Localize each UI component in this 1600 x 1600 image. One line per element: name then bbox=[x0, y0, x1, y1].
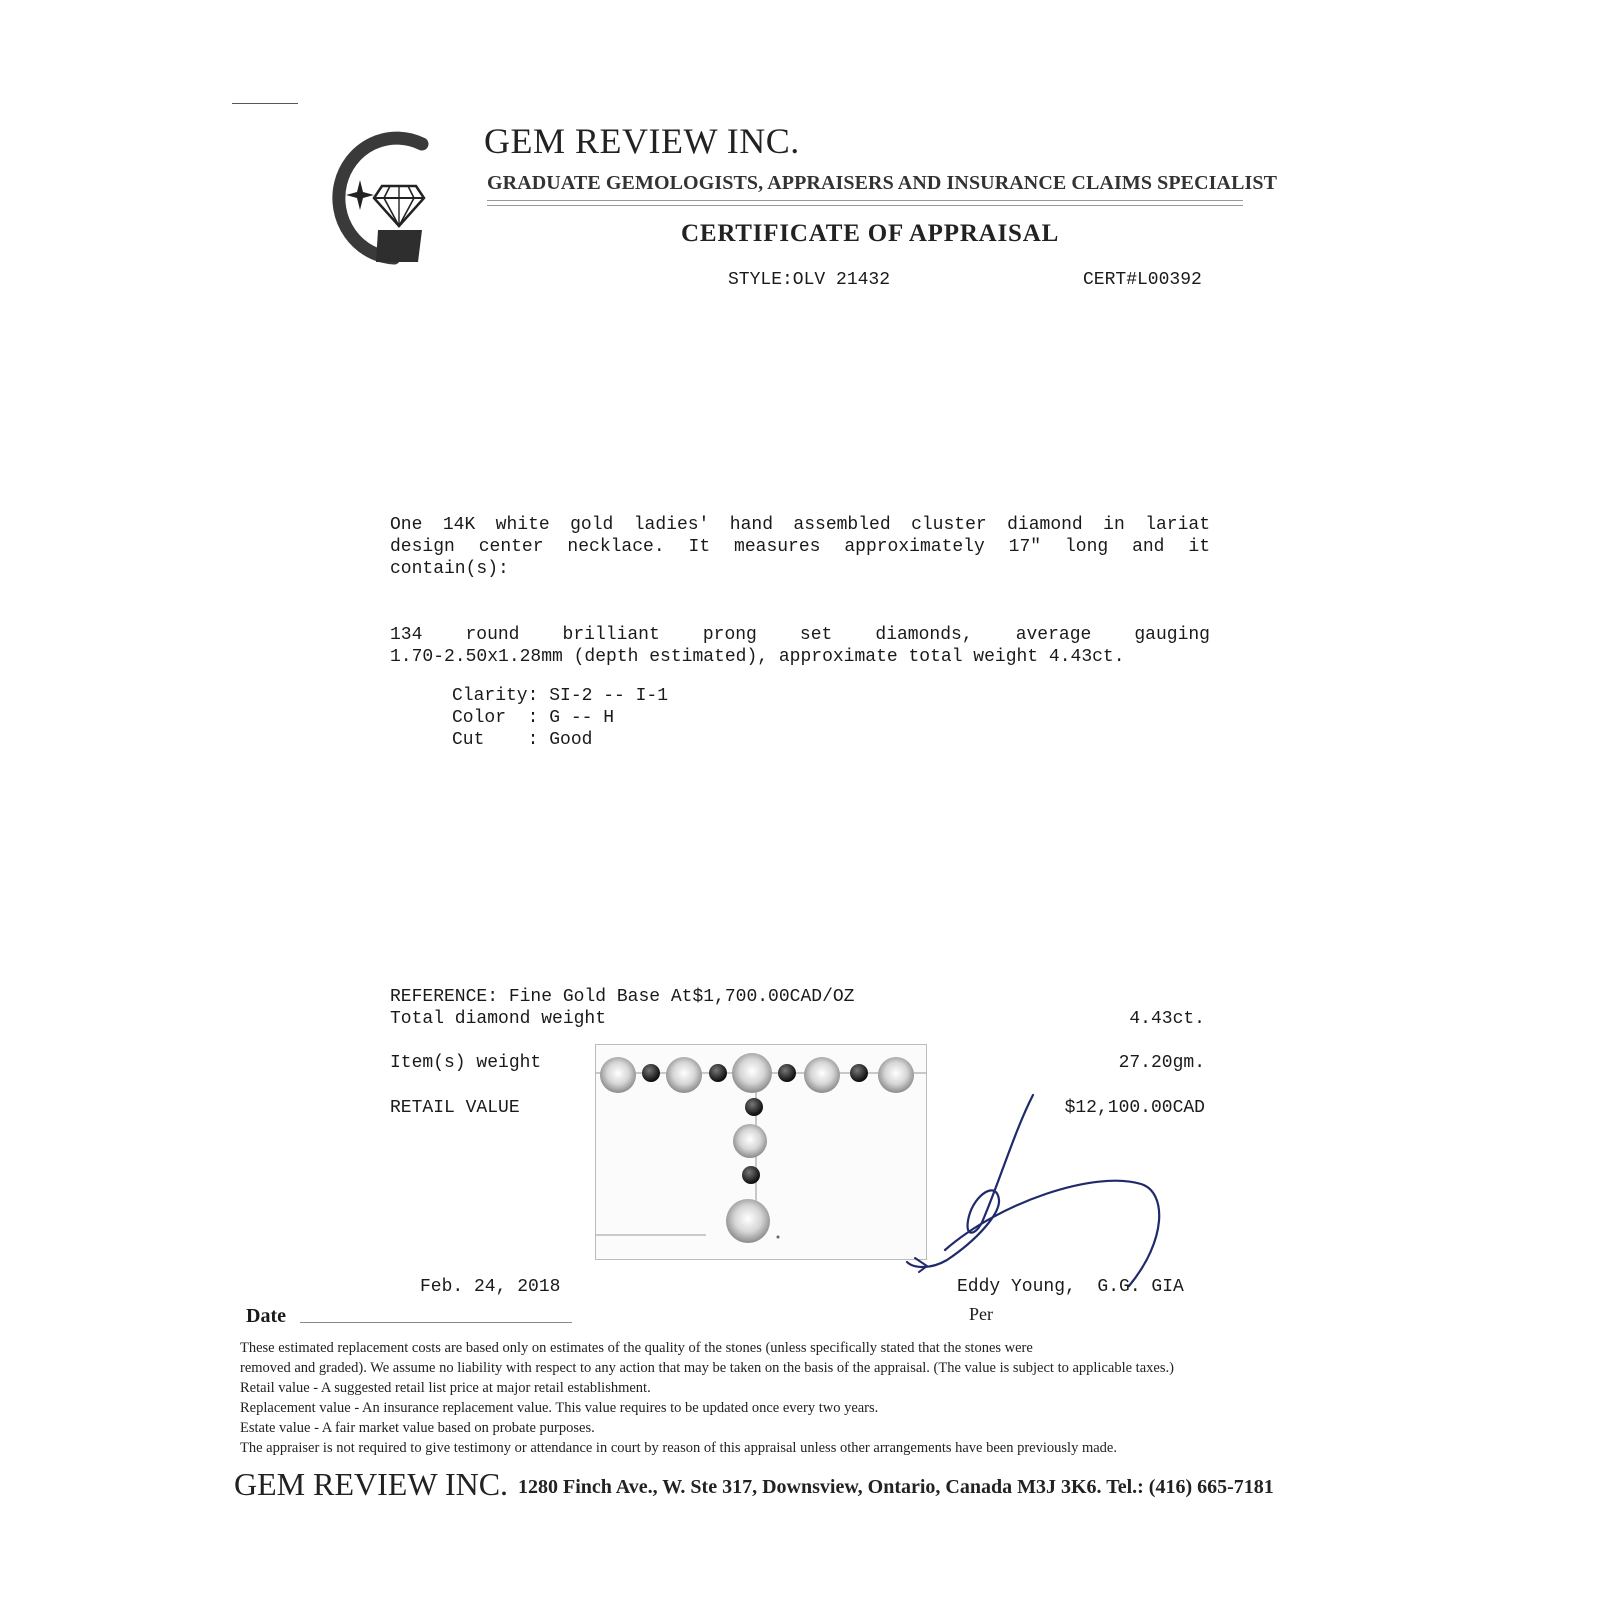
necklace-photo-icon bbox=[595, 1044, 927, 1260]
header-divider bbox=[487, 205, 1243, 206]
disclaimer-line: These estimated replacement costs are based only on estimates of the quality of the stones (unless specifically stated that the stones were bbox=[240, 1340, 1033, 1356]
appraiser-name: Eddy Young, G.G. GIA bbox=[957, 1277, 1184, 1297]
footer-address: 1280 Finch Ave., W. Ste 317, Downsview, Ontario, Canada M3J 3K6. Tel.: (416) 665-7181 bbox=[518, 1476, 1274, 1498]
disclaimer-line: removed and graded). We assume no liability with respect to any action that may be taken on the basis of the appraisal. (The value is subject to applicable taxes.) bbox=[240, 1360, 1174, 1376]
item-weight-value: 27.20gm. bbox=[1118, 1053, 1205, 1073]
certificate-number: CERT#L00392 bbox=[1083, 270, 1202, 290]
retail-value-label: RETAIL VALUE bbox=[390, 1098, 520, 1118]
retail-value-amount: $12,100.00CAD bbox=[1064, 1098, 1205, 1118]
disclaimer-line: The appraiser is not required to give testimony or attendance in court by reason of this appraisal unless other arrangements have been previously made. bbox=[240, 1440, 1117, 1456]
document-title: CERTIFICATE OF APPRAISAL bbox=[681, 220, 1060, 247]
item-description-line: contain(s): bbox=[390, 559, 509, 579]
per-label: Per bbox=[969, 1304, 993, 1324]
company-name: GEM REVIEW INC. bbox=[484, 121, 800, 161]
disclaimer-line: Retail value - A suggested retail list price at major retail establishment. bbox=[240, 1380, 651, 1396]
stones-description-line: 1.70-2.50x1.28mm (depth estimated), approximate total weight 4.43ct. bbox=[390, 647, 1125, 667]
disclaimer-line: Estate value - A fair market value based on probate purposes. bbox=[240, 1420, 595, 1436]
clarity-grade: Clarity: SI-2 -- I-1 bbox=[452, 686, 669, 706]
company-tagline: GRADUATE GEMOLOGISTS, APPRAISERS AND INSURANCE CLAIMS SPECIALIST bbox=[487, 172, 1278, 194]
style-number: STYLE:OLV 21432 bbox=[728, 270, 891, 290]
item-weight-label: Item(s) weight bbox=[390, 1053, 542, 1073]
total-weight-value: 4.43ct. bbox=[1129, 1009, 1205, 1029]
date-line bbox=[300, 1322, 572, 1323]
appraisal-date: Feb. 24, 2018 bbox=[420, 1277, 561, 1297]
signature-icon bbox=[905, 1090, 1185, 1290]
total-weight-label: Total diamond weight bbox=[390, 1009, 607, 1029]
color-grade: Color : G -- H bbox=[452, 708, 615, 728]
item-description-line: One 14K white gold ladies' hand assembled cluster diamond in lariat bbox=[390, 515, 1210, 535]
gold-base-reference: REFERENCE: Fine Gold Base At$1,700.00CAD/OZ bbox=[390, 987, 855, 1007]
date-label: Date bbox=[246, 1305, 286, 1327]
header-divider bbox=[487, 200, 1243, 201]
top-corner-rule bbox=[232, 103, 298, 104]
disclaimer-line: Replacement value - An insurance replacement value. This value requires to be updated once every two years. bbox=[240, 1400, 879, 1416]
stones-description-line: 134 round brilliant prong set diamonds, average gauging bbox=[390, 625, 1210, 645]
footer-company-name: GEM REVIEW INC. bbox=[234, 1466, 509, 1502]
cut-grade: Cut : Good bbox=[452, 730, 593, 750]
item-description-line: design center necklace. It measures approximately 17" long and it bbox=[390, 537, 1210, 557]
gem-review-logo-icon bbox=[312, 128, 434, 268]
